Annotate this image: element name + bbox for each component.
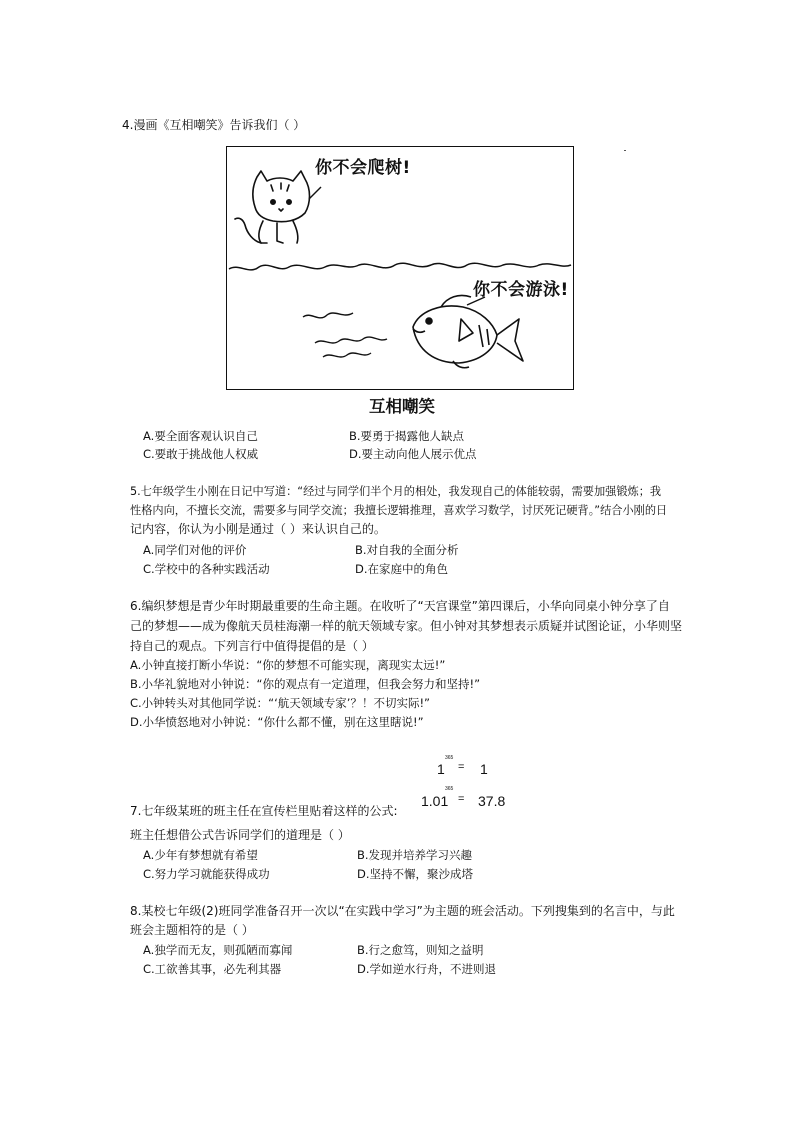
q5-option-a[interactable]: A.同学们对他的评价 [143, 543, 247, 557]
q7-option-d[interactable]: D.坚持不懈，聚沙成塔 [357, 867, 474, 881]
scan-speck [624, 150, 626, 151]
q6-line-1: 6.编织梦想是青少年时期最重要的生命主题。在收听了“天宫课堂”第四课后，小华向同桌小钟分享了自 [130, 599, 670, 613]
cartoon-drawing [227, 147, 572, 388]
fish-speech-text: 你不会游泳! [473, 280, 569, 300]
formula-line1-result: 1 [480, 761, 488, 777]
cartoon-caption: 互相嘲笑 [369, 397, 435, 416]
q6-option-b[interactable]: B.小华礼貌地对小钟说：“你的观点有一定道理，但我会努力和坚持!” [130, 677, 481, 691]
fish-drawing [413, 295, 523, 367]
formula-line2-exponent: 365 [445, 786, 454, 792]
q6-option-c[interactable]: C.小钟转头对其他同学说：“‘航天领域专家’？！不切实际!” [130, 696, 431, 710]
wave-small-1 [303, 313, 353, 318]
q7-stem: 7.七年级某班的班主任在宣传栏里贴着这样的公式: [130, 804, 398, 818]
wave-small-3 [323, 353, 371, 357]
q5-line-2: 性格内向，不擅长交流，需要多与同学交流；我擅长逻辑推理，喜欢学习数学，讨厌死记硬背。”结合小刚的日 [130, 504, 668, 517]
q4-option-b[interactable]: B.要勇于揭露他人缺点 [349, 429, 465, 443]
formula-line2-result: 37.8 [478, 793, 506, 809]
formula-line1-exponent: 365 [445, 755, 454, 761]
cat-speech-text: 你不会爬树! [315, 158, 411, 178]
formula-line1-equals: = [458, 761, 465, 773]
q8-option-a[interactable]: A.独学而无友，则孤陋而寡闻 [143, 943, 293, 957]
cartoon-image [226, 146, 574, 390]
q8-option-b[interactable]: B.行之愈笃，则知之益明 [357, 943, 484, 957]
q5-line-1: 5.七年级学生小刚在日记中写道：“经过与同学们半个月的相处，我发现自己的体能较弱，需要加强锻炼；我 [130, 485, 662, 498]
q7-line-2: 班主任想借公式告诉同学们的道理是（ ） [130, 828, 350, 842]
q6-line-2: 己的梦想——成为像航天员桂海潮一样的航天领域专家。但小钟对其梦想表示质疑并试图论证，小华则坚 [130, 619, 683, 633]
q5-option-d[interactable]: D.在家庭中的角色 [355, 562, 449, 576]
q8-line-2: 班会主题相符的是（ ） [130, 923, 254, 937]
cat-drawing [235, 171, 310, 243]
q5-line-3: 记内容，你认为小刚是通过（ ）来认识自己的。 [130, 522, 386, 536]
q4-option-c[interactable]: C.要敢于挑战他人权威 [143, 447, 259, 461]
q5-option-b[interactable]: B.对自我的全面分析 [355, 543, 459, 557]
q7-option-c[interactable]: C.努力学习就能获得成功 [143, 867, 270, 881]
formula-line2-equals: = [458, 793, 465, 805]
q6-option-d[interactable]: D.小华愤怒地对小钟说：“你什么都不懂，别在这里瞎说!” [130, 715, 424, 729]
q6-option-a[interactable]: A.小钟直接打断小华说：“你的梦想不可能实现，离现实太远!” [130, 658, 446, 672]
formula-line2-base: 1.01 [421, 793, 449, 809]
q7-option-b[interactable]: B.发现并培养学习兴趣 [357, 848, 473, 862]
q8-line-1: 8.某校七年级(2)班同学准备召开一次以“在实践中学习”为主题的班会活动。下列搜集到的名言中，与此 [130, 904, 675, 918]
q8-option-d[interactable]: D.学如逆水行舟，不进则退 [357, 962, 497, 976]
q4-option-d[interactable]: D.要主动向他人展示优点 [349, 447, 477, 461]
wave-line-top [229, 263, 571, 270]
q8-option-c[interactable]: C.工欲善其事，必先利其器 [143, 962, 282, 976]
q7-option-a[interactable]: A.少年有梦想就有希望 [143, 848, 258, 862]
wave-small-2 [315, 337, 387, 343]
q4-option-a[interactable]: A.要全面客观认识自己 [143, 429, 258, 443]
q6-line-3: 持自己的观点。下列言行中值得提倡的是（ ） [130, 639, 374, 653]
formula-line1-base: 1 [437, 761, 445, 777]
q4-stem: 4.漫画《互相嘲笑》告诉我们（ ） [122, 118, 306, 132]
q5-option-c[interactable]: C.学校中的各种实践活动 [143, 562, 270, 576]
